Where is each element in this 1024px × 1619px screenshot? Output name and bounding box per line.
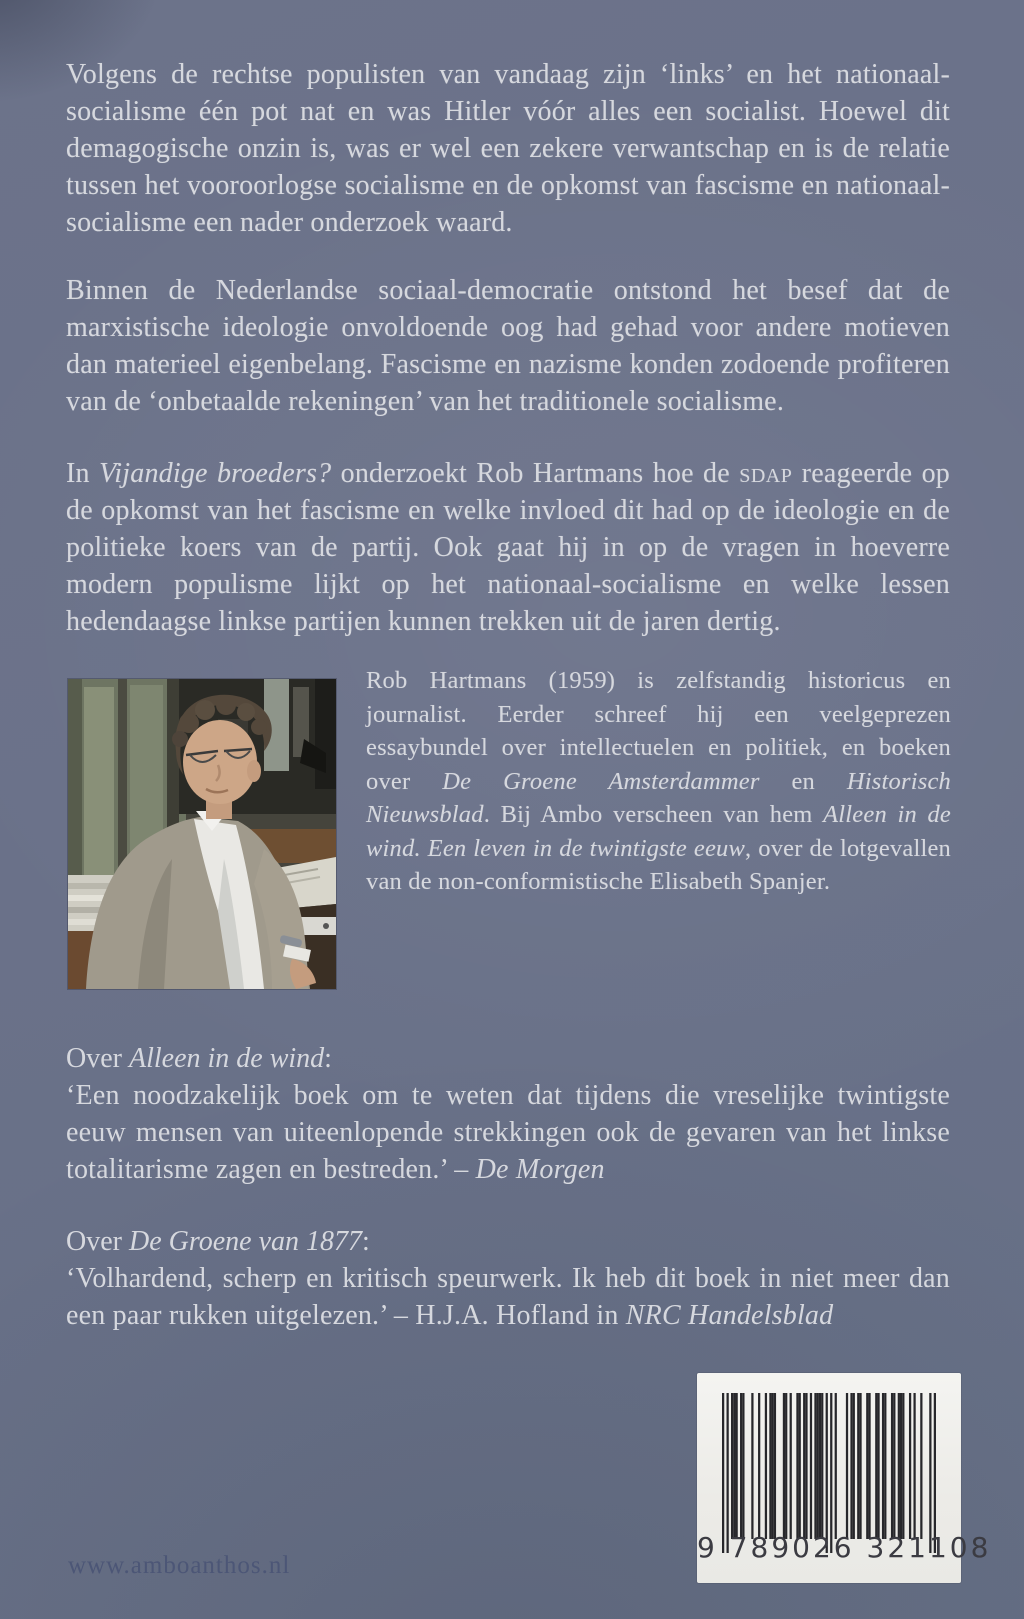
isbn-number: 9 789026 321108 (697, 1531, 992, 1564)
review-2-quote: ‘Volhardend, scherp en kritisch speurwerk. Ik heb dit boek in niet meer dan een paar rukken uitgelezen.’ – H.J.A. Hofland in NRC Handelsblad (66, 1263, 950, 1331)
isbn-barcode (697, 1373, 992, 1583)
review-1-quote: ‘Een noodzakelijk boek om te weten dat tijdens die vreselijke twintigste eeuw mensen van uiteenlopende strekkingen ook de gevaren van het linkse totalitarisme zagen en bestreden.’ – De Morgen (66, 1080, 950, 1185)
publisher-website: www.amboanthos.nl (68, 1552, 291, 1579)
synopsis-paragraph-2: Binnen de Nederlandse sociaal-democratie ontstond het besef dat de marxistische ideologie onvoldoende oog had gehad voor andere motieven dan materieel eigenbelang. Fascisme en nazisme konden zodoende profiteren van de ‘onbetaalde rekeningen’ van het traditionele socialisme. (66, 275, 950, 417)
review-2-heading: Over De Groene van 1877: (66, 1226, 370, 1257)
author-photo-illustration (68, 679, 336, 989)
review-1-heading: Over Alleen in de wind: (66, 1043, 332, 1074)
synopsis-paragraph-1: Volgens de rechtse populisten van vandaag zijn ‘links’ en het nationaal-socialisme één pot nat en was Hitler vóór alles een socialist. Hoewel dit demagogische onzin is, was er wel een zekere verwantschap en is de relatie tussen het vooroorlogse socialisme en de opkomst van fascisme en nationaal-socialisme een nader onderzoek waard. (66, 59, 950, 238)
author-bio: Rob Hartmans (1959) is zelfstandig historicus en journalist. Eerder schreef hij een veelgeprezen essaybundel over intellectuelen en politiek, en boeken over De Groene Amsterdammer en Historisch Nieuwsblad. Bij Ambo verscheen van hem Alleen in de wind. Een leven in de twintigste eeuw, over de lotgevallen van de non-conformistische Elisabeth Spanjer. (366, 667, 951, 895)
synopsis-paragraph-3: In Vijandige broeders? onderzoekt Rob Hartmans hoe de sdap reageerde op de opkomst van het fascisme en welke invloed dit had op de ideologie en de politieke koers van de partij. Ook gaat hij in op de vragen in hoeverre modern populisme lijkt op het nationaal-socialisme en welke lessen hedendaagse linkse partijen kunnen trekken uit de jaren dertig. (66, 458, 950, 637)
author-photo (68, 679, 336, 989)
